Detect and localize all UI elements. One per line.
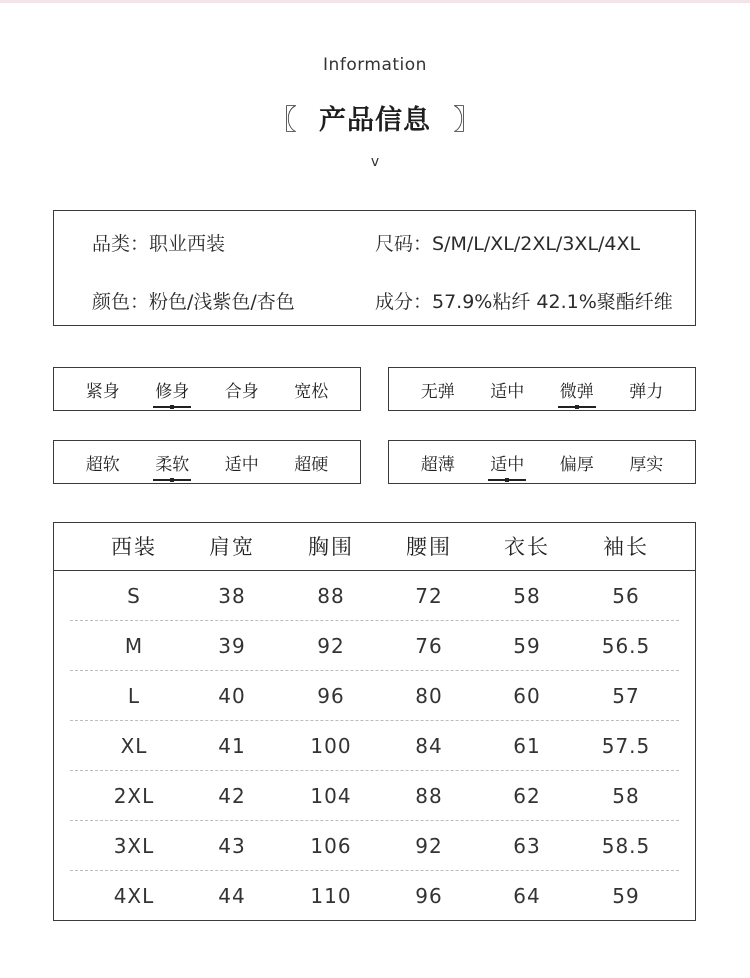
softness-option-soft: 柔软	[153, 450, 191, 475]
table-cell: XL	[120, 734, 148, 758]
header-cell: 肩宽	[209, 535, 255, 559]
section-subtitle: Information	[323, 55, 427, 75]
table-cell: 59	[612, 884, 640, 908]
table-cell: 60	[513, 684, 541, 708]
softness-option-super-hard: 超硬	[294, 454, 329, 475]
info-material: 成分：57.9%粘纤 42.1%聚酯纤维	[375, 291, 673, 313]
table-cell: L	[127, 684, 141, 708]
thickness-option-super-thin: 超薄	[420, 454, 455, 475]
table-row	[70, 771, 679, 821]
fit-option-tight: 紧身	[85, 381, 120, 402]
table-row	[70, 671, 679, 721]
table-row	[70, 821, 679, 871]
info-size: 尺码：S/M/L/XL/2XL/3XL/4XL	[375, 233, 641, 255]
table-cell: 88	[317, 584, 345, 608]
table-row	[70, 571, 679, 621]
table-cell: M	[124, 634, 144, 658]
product-info-box	[53, 210, 696, 326]
table-cell: 56	[612, 584, 640, 608]
table-cell: 92	[317, 634, 345, 658]
table-cell: 57	[612, 684, 640, 708]
right-bracket: 〗	[453, 103, 482, 136]
table-cell: 41	[218, 734, 246, 758]
elasticity-option-moderate: 适中	[490, 381, 525, 402]
fit-option-slim: 修身	[153, 377, 191, 402]
table-cell: 72	[415, 584, 443, 608]
table-cell: 96	[415, 884, 443, 908]
table-cell: 76	[415, 634, 443, 658]
table-cell: 84	[415, 734, 443, 758]
table-cell: 110	[310, 884, 352, 908]
thickness-selector	[388, 440, 696, 484]
info-color: 颜色：粉色/浅紫色/杏色	[92, 291, 295, 313]
header-cell: 胸围	[308, 535, 354, 559]
table-cell: 96	[317, 684, 345, 708]
table-cell: 59	[513, 634, 541, 658]
table-cell: 58	[513, 584, 541, 608]
elasticity-option-stretch: 弹力	[629, 381, 664, 402]
table-cell: 4XL	[113, 884, 155, 908]
table-cell: 2XL	[113, 784, 155, 808]
softness-option-super-soft: 超软	[85, 454, 120, 475]
table-cell: 43	[218, 834, 246, 858]
table-cell: 57.5	[601, 734, 651, 758]
table-cell: 62	[513, 784, 541, 808]
table-cell: 42	[218, 784, 246, 808]
table-header	[54, 523, 695, 571]
table-cell: 61	[513, 734, 541, 758]
fit-selector	[53, 367, 361, 411]
table-cell: 38	[218, 584, 246, 608]
table-cell: 44	[218, 884, 246, 908]
header-cell: 西装	[111, 535, 157, 559]
header-cell: 袖长	[603, 535, 649, 559]
section-title	[0, 100, 750, 141]
fit-option-regular: 合身	[224, 381, 259, 402]
table-cell: 3XL	[113, 834, 155, 858]
chevron-down-icon: v	[370, 154, 380, 170]
table-row	[70, 621, 679, 671]
table-row	[70, 721, 679, 771]
elasticity-selector	[388, 367, 696, 411]
info-category: 品类：职业西装	[92, 233, 226, 255]
softness-selector	[53, 440, 361, 484]
fit-option-loose: 宽松	[294, 381, 329, 402]
table-cell: 80	[415, 684, 443, 708]
thickness-option-moderate: 适中	[488, 450, 526, 475]
table-cell: 92	[415, 834, 443, 858]
table-cell: 58	[612, 784, 640, 808]
table-cell: 58.5	[601, 834, 651, 858]
table-row	[70, 871, 679, 921]
thickness-option-thickish: 偏厚	[559, 454, 594, 475]
elasticity-option-none: 无弹	[420, 381, 455, 402]
table-cell: 56.5	[601, 634, 651, 658]
table-cell: 88	[415, 784, 443, 808]
header-cell: 衣长	[504, 535, 550, 559]
section-title-text: 产品信息	[319, 105, 431, 136]
table-cell: 40	[218, 684, 246, 708]
softness-option-moderate: 适中	[224, 454, 259, 475]
table-cell: 100	[310, 734, 352, 758]
size-table	[53, 522, 696, 921]
table-cell: 63	[513, 834, 541, 858]
table-cell: 39	[218, 634, 246, 658]
table-cell: 106	[310, 834, 352, 858]
header-cell: 腰围	[406, 535, 452, 559]
thickness-option-thick: 厚实	[629, 454, 664, 475]
top-divider	[0, 0, 750, 3]
table-cell: S	[127, 584, 141, 608]
table-cell: 64	[513, 884, 541, 908]
left-bracket: 〖	[268, 103, 297, 136]
table-cell: 104	[310, 784, 352, 808]
elasticity-option-slight: 微弹	[558, 377, 596, 402]
